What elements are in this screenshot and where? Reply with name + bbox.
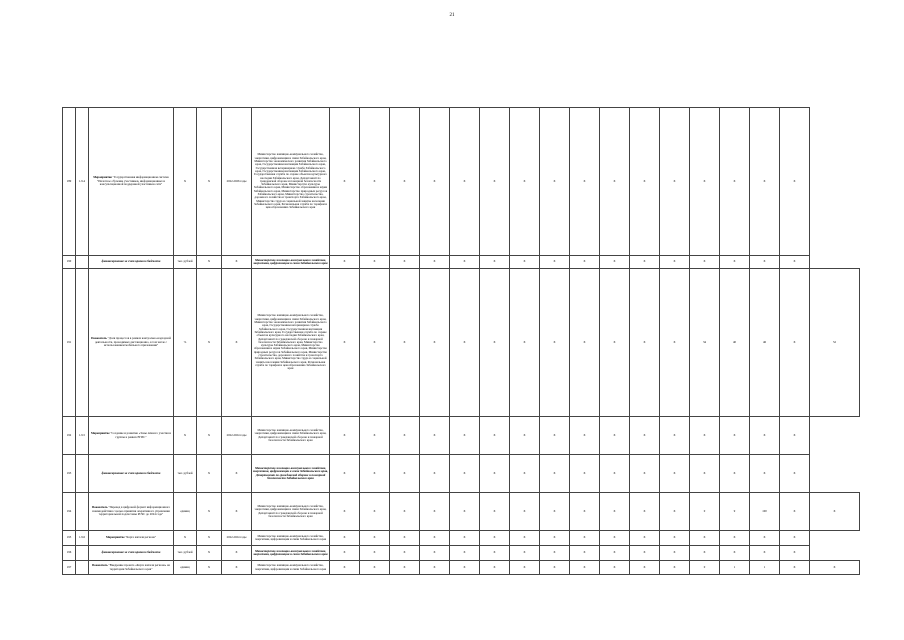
row-number-cell: 196 [63,546,76,561]
value-cell: X [570,531,600,546]
value-cell: X [630,531,660,546]
row-code-cell [76,493,89,531]
value-cell: X [600,417,630,455]
value-cell: X [330,417,360,455]
value-cell: X [510,417,540,455]
value-cell: X [690,531,720,546]
value-cell: X [510,108,540,256]
table-row [63,493,860,531]
value-cell: X [480,108,510,256]
value-cell: X [360,256,390,269]
period-cell: X [222,256,252,269]
value-cell: X [720,108,750,256]
value-cell: X [540,256,570,269]
value-cell: X [420,546,450,561]
period-cell: 2022-2026 годы [222,108,252,256]
responsible-cell: Министерство жилищно-коммунального хозяйства, энергетики, цифровизации и связи Забайкальского края, Департамент по гражданской обороне и пожарной безопасности Забайкальского края [252,455,330,493]
base-cell: X [197,455,222,493]
row-number-cell: 193 [63,455,76,493]
unit-cell: тыс. рублей [174,256,197,269]
value-cell: X [630,108,660,256]
row-label: Мероприятие [93,175,112,180]
value-cell: X [390,531,420,546]
value-cell: X [690,417,720,455]
value-cell: X [720,417,750,455]
value-cell: X [660,417,690,455]
value-cell: X [330,493,360,531]
value-cell: X [630,455,660,493]
value-cell: X [450,531,480,546]
value-cell: X [540,531,570,546]
row-label: финансирование за счет краевого бюджета [101,550,161,555]
value-cell: X [510,269,540,417]
value-cell: X [570,561,600,575]
value-cell: X [780,546,810,561]
value-cell: X [600,108,630,256]
value-cell: 1 [720,561,750,575]
row-code-cell [76,546,89,561]
value-cell: X [420,531,450,546]
value-cell: X [360,561,390,575]
value-cell: X [360,455,390,493]
value-cell: X [450,493,480,531]
base-cell: X [197,417,222,455]
value-cell: X [330,108,360,256]
value-cell: X [660,493,690,531]
table-row [63,108,860,256]
value-cell: X [330,561,360,575]
value-cell: X [600,546,630,561]
value-cell: X [420,493,450,531]
row-code-cell: 1.9.5 [76,417,89,455]
value-cell: X [540,417,570,455]
responsible-cell: Министерство жилищно-коммунального хозяйства, энергетики, цифровизации и связи Забайкальского края [252,531,330,546]
value-cell: X [660,531,690,546]
value-cell: X [750,546,780,561]
value-cell: X [780,269,810,417]
value-cell: X [450,417,480,455]
value-cell: X [450,546,480,561]
row-number-cell: 190 [63,256,76,269]
value-cell: X [570,455,600,493]
value-cell: X [390,417,420,455]
row-number-cell: 189 [63,108,76,256]
value-cell: 1 [750,561,780,575]
row-number-cell: 195 [63,531,76,546]
value-cell: X [750,455,780,493]
row-number-cell: 194 [63,493,76,531]
value-cell: X [450,256,480,269]
value-cell: 100 [750,493,780,531]
base-cell: X [197,561,222,575]
row-number-cell: 191 [63,269,76,417]
value-cell: X [360,269,390,417]
row-name-cell [89,108,174,256]
value-cell: X [390,455,420,493]
value-cell: X [780,108,810,256]
value-cell: X [570,417,600,455]
value-cell: X [420,269,450,417]
base-cell: X [197,108,222,256]
value-cell: X [660,108,690,256]
row-name-cell [89,455,174,493]
value-cell: X [720,455,750,493]
value-cell: X [630,493,660,531]
value-cell: X [330,531,360,546]
value-cell: X [510,493,540,531]
value-cell: X [540,108,570,256]
value-cell: X [540,493,570,531]
row-name-text: "Перевод в цифровой формат информационного взаимодействия с целью принятия оперативного управления территориальной подсистемы РСЧС до 2024 года" [92,505,171,517]
value-cell: X [390,493,420,531]
value-cell: X [510,531,540,546]
value-cell: X [450,108,480,256]
value-cell: X [540,269,570,417]
value-cell: X [480,493,510,531]
value-cell: X [390,108,420,256]
table-row [63,256,860,269]
value-cell: X [780,256,810,269]
value-cell: X [630,561,660,575]
value-cell: X [750,256,780,269]
unit-cell: тыс. рублей [174,546,197,561]
value-cell: X [420,108,450,256]
value-cell: X [450,561,480,575]
row-number-cell: 192 [63,417,76,455]
base-cell: X [197,546,222,561]
value-cell: X [600,493,630,531]
value-cell: X [660,269,690,417]
row-code-cell [76,561,89,575]
value-cell: X [630,417,660,455]
page-number: 21 [449,13,455,18]
value-cell: X [420,455,450,493]
row-name-cell [89,531,174,546]
value-cell: 9 [720,493,750,531]
row-code-cell [76,269,89,417]
value-cell: X [600,531,630,546]
value-cell: X [780,531,810,546]
value-cell: X [570,256,600,269]
row-name-cell [89,417,174,455]
value-cell: X [420,561,450,575]
period-cell: X [222,546,252,561]
row-name-text: "Государственная информационная система "Пилотное обучение участников, информационных и консультационной поддержкой участников сети" [96,175,169,187]
table-row [63,531,860,546]
responsible-cell: Министерство жилищно-коммунального хозяйства, энергетики, цифровизации и связи Забайкальского края [252,256,330,269]
value-cell: X [810,561,860,575]
value-cell: X [330,455,360,493]
value-cell: X [570,493,600,531]
row-label: Показатель [91,505,108,510]
responsible-cell: Министерство жилищно-коммунального хозяйства, энергетики, цифровизации и связи Забайкальского края [252,561,330,575]
value-cell: X [420,256,450,269]
value-cell: X [750,108,780,256]
value-cell: X [390,546,420,561]
value-cell: X [660,455,690,493]
value-cell: 34 [690,269,720,417]
value-cell: X [480,417,510,455]
base-cell: X [197,256,222,269]
value-cell: X [600,269,630,417]
period-cell: 2022-2024 годы [222,531,252,546]
table-row [63,417,860,455]
value-cell: X [660,256,690,269]
responsible-cell: Министерство жилищно-коммунального хозяйства, энергетики, цифровизации и связи Забайкальского края, Министерство экономического развития Забайкальского края, Государственная инспекция Забайкальского края, Государственная ветеринарная служба Забайкальского края, Государственная инспекция Забайкальского края, Государственная служба по охране объектов культурного наследия Забайкальского края, Департамент по гражданской обороне и пожарной безопасности Забайкальского края, Министерство культуры Забайкальского края, Министерство образования и науки Забайкальского края, Министерство природных ресурсов Забайкальского края, Министерство строительства, дорожного хозяйства и транспорта Забайкальского края, Министерство труда и социальной защиты населения Забайкальского края, Региональная служба по тарифам и ценообразованию Забайкальского края [252,108,330,256]
value-cell: X [390,269,420,417]
value-cell: X [750,417,780,455]
value-cell: X [660,561,690,575]
period-cell: X [222,455,252,493]
row-label: финансирование за счет краевого бюджета [101,259,161,264]
value-cell: 46 [750,269,780,417]
value-cell: X [720,531,750,546]
value-cell: X [540,561,570,575]
row-label: Показатель [91,563,108,568]
row-code-cell [76,455,89,493]
value-cell: X [780,561,810,575]
base-cell: X [197,531,222,546]
value-cell: X [600,256,630,269]
base-cell: X [197,493,222,531]
responsible-cell: Министерство жилищно-коммунального хозяйства, энергетики, цифровизации и связи Забайкальского края [252,546,330,561]
base-cell: X [197,269,222,417]
row-code-cell: 1.9.4 [76,108,89,256]
value-cell: X [510,455,540,493]
value-cell: X [720,256,750,269]
value-cell: X [780,493,810,531]
value-cell: X [420,417,450,455]
responsible-cell: Министерство жилищно-коммунального хозяйства, энергетики, цифровизации и связи Забайкальского края, Департамент по гражданской обороне и пожарной безопасности Забайкальского края [252,417,330,455]
value-cell: X [360,417,390,455]
value-cell: X [480,256,510,269]
value-cell: X [330,269,360,417]
value-cell: X [390,561,420,575]
value-cell: X [600,561,630,575]
value-cell: X [720,546,750,561]
value-cell: X [480,561,510,575]
period-cell: X [222,269,252,417]
value-cell: X [480,455,510,493]
value-cell: X [600,455,630,493]
value-cell: X [450,455,480,493]
row-name-cell [89,256,174,269]
value-cell: X [360,531,390,546]
value-cell: X [510,546,540,561]
value-cell: X [480,269,510,417]
value-cell: X [390,256,420,269]
row-label: Мероприятие [90,431,110,436]
table-row [63,561,860,575]
table-row [63,546,860,561]
value-cell: X [540,546,570,561]
row-name-text: "Создание и развитие «Зоны личного участия и группы в рамках ЕГИС" [109,431,172,439]
row-code-cell: 1.9.6 [76,531,89,546]
value-cell: 0 [690,561,720,575]
row-name-text: "Карта жителя региона" [124,535,156,540]
row-label: Мероприятие [105,535,125,540]
program-table [62,107,860,575]
value-cell: X [510,256,540,269]
value-cell: X [660,546,690,561]
value-cell: X [690,546,720,561]
unit-cell: тыс. рублей [174,455,197,493]
value-cell: X [570,546,600,561]
row-code-cell [76,256,89,269]
value-cell: 40 [720,269,750,417]
value-cell: X [480,546,510,561]
row-name-cell [89,493,174,531]
row-name-cell [89,561,174,575]
value-cell: X [510,561,540,575]
value-cell: X [780,455,810,493]
value-cell: X [630,546,660,561]
row-label: Показатель [91,336,107,341]
value-cell: X [570,108,600,256]
row-name-cell [89,269,174,417]
table-row [63,269,860,417]
period-cell: 2022-2024 годы [222,417,252,455]
value-cell: X [690,108,720,256]
value-cell: X [540,455,570,493]
value-cell: X [690,455,720,493]
unit-cell: единиц [174,561,197,575]
responsible-cell: Министерство жилищно-коммунального хозяйства, энергетики, цифровизации и связи Забайкальского края, Министерство экономического развития Забайкальского края, Государственная ветеринарная служба Забайкальского края, Государственная инспекция Забайкальского края, Государственная служба по охране объектов культурного наследия Забайкальского края, Департамент по гражданской обороне и пожарной безопасности Забайкальского края, Министерство культуры Забайкальского края, Министерство образования и науки Забайкальского края, Министерство природных ресурсов Забайкальского края, Министерство строительства, дорожного хозяйства и транспорта Забайкальского края, Министерство труда и социальной защиты населения Забайкальского края, Региональная служба по тарифам и ценообразованию Забайкальского края [252,269,330,417]
responsible-cell: Министерство жилищно-коммунального хозяйства, энергетики, цифровизации и связи Забайкальского края, Департамент по гражданской обороне и пожарной безопасности Забайкальского края [252,493,330,531]
value-cell: X [330,256,360,269]
row-label: финансирование за счет краевого бюджета [101,470,161,475]
row-name-cell [89,546,174,561]
value-cell: 0 [690,493,720,531]
unit-cell: X [174,417,197,455]
value-cell: X [750,531,780,546]
value-cell: X [810,493,860,531]
row-name-text: "Внедрение проекта «Карта жителя региона» на территории Забайкальского края" [107,563,170,571]
period-cell: X [222,561,252,575]
value-cell: X [360,546,390,561]
unit-cell: единиц [174,493,197,531]
value-cell: 52 [810,269,860,417]
value-cell: X [780,417,810,455]
unit-cell: X [174,531,197,546]
value-cell: X [690,256,720,269]
value-cell: X [630,256,660,269]
value-cell: X [630,269,660,417]
value-cell: X [480,531,510,546]
row-name-text: "Доля процессов в рамках контрольно-надзорной деятельности, проводимых дистанционно, в том числе с использованием мобильного приложения" [95,336,171,348]
unit-cell: % [174,269,197,417]
unit-cell: X [174,108,197,256]
period-cell: X [222,493,252,531]
row-number-cell: 197 [63,561,76,575]
value-cell: X [330,546,360,561]
table-row [63,455,860,493]
value-cell: X [360,493,390,531]
value-cell: X [570,269,600,417]
value-cell: X [360,108,390,256]
value-cell: X [450,269,480,417]
